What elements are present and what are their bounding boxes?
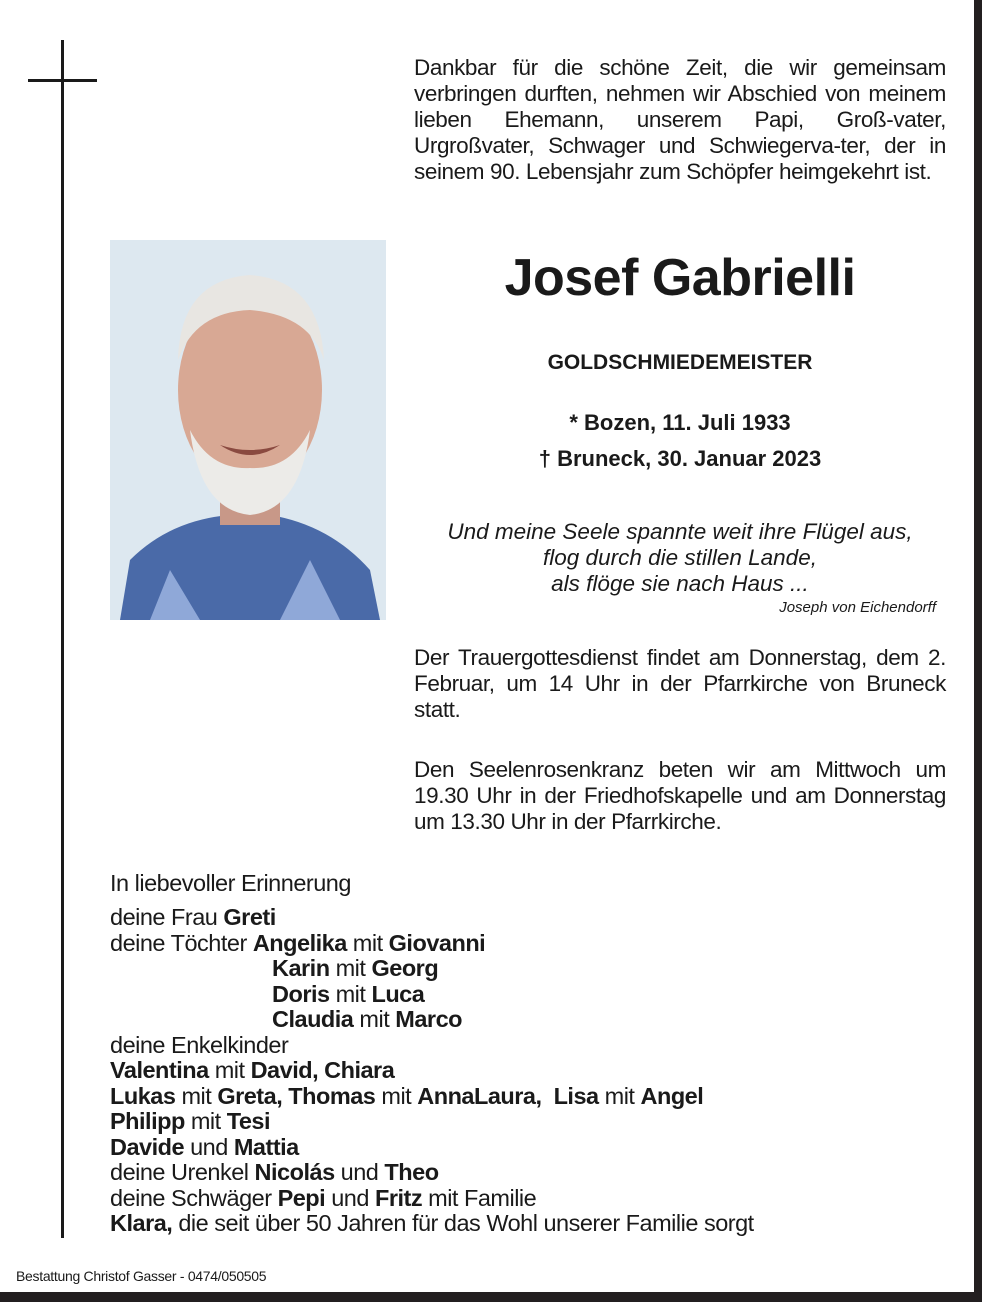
rosary-text: Den Seelenrosenkranz beten wir am Mittwoch um 19.30 Uhr in der Friedhofskapelle und am Donnerstag um 13.30 Uhr in der Pfarrkirche. bbox=[414, 757, 946, 834]
family-line bbox=[110, 930, 485, 957]
family-member-name: Theo bbox=[384, 1159, 439, 1185]
deceased-name: Josef Gabrielli bbox=[504, 249, 856, 307]
family-member-name: Klara, bbox=[110, 1210, 173, 1236]
family-member-name: Mattia bbox=[233, 1133, 299, 1160]
family-relation-text: mit bbox=[184, 1108, 227, 1134]
family-member-name: Angelika bbox=[252, 929, 347, 956]
family-relation-text: mit Familie bbox=[422, 1184, 537, 1211]
family-relation-text: mit bbox=[329, 955, 372, 981]
family-member-name: Doris bbox=[272, 980, 330, 1007]
family-relation-text: mit bbox=[353, 1006, 396, 1032]
family-member-name: Philipp bbox=[110, 1108, 185, 1134]
quote bbox=[414, 519, 946, 597]
death-info: † Bruneck, 30. Januar 2023 bbox=[538, 446, 822, 471]
intro-text: Dankbar für die schöne Zeit, die wir gemeinsam verbringen durften, nehmen wir Abschied von meinem lieben Ehemann, unserem Papi, Groß-vater, Urgroßvater, Schwager und Schwiegerva-ter, der in seinem 90. Lebensjahr zum Schöpfer heimgekehrt ist. bbox=[414, 55, 946, 184]
family-line bbox=[110, 1185, 536, 1212]
family-line bbox=[110, 1134, 299, 1161]
family-relation-text: deine Frau bbox=[110, 904, 224, 930]
family-member-name: Karin bbox=[272, 955, 330, 981]
family-relation-text: und bbox=[334, 1159, 385, 1185]
family-relation-text: mit bbox=[598, 1082, 641, 1109]
family-member-name: Tesi bbox=[226, 1108, 270, 1134]
funeral-home: Bestattung Christof Gasser - 0474/050505 bbox=[16, 1268, 267, 1284]
family-member-name: Giovanni bbox=[388, 929, 486, 956]
family-relation-text: mit bbox=[208, 1057, 251, 1083]
family-line bbox=[110, 1057, 394, 1084]
family-relation-text: deine Töchter bbox=[110, 929, 253, 956]
family-line bbox=[272, 955, 438, 982]
family-member-name: Nicolás bbox=[254, 1159, 335, 1185]
family-member-name: Claudia bbox=[272, 1006, 354, 1032]
family-line bbox=[272, 981, 424, 1008]
family-member-name: Valentina bbox=[110, 1057, 209, 1083]
profession: GOLDSCHMIEDEMEISTER bbox=[547, 351, 813, 374]
family-member-name: David, Chiara bbox=[250, 1057, 395, 1083]
family-line bbox=[110, 904, 276, 931]
family-member-name: Luca bbox=[371, 980, 425, 1007]
family-member-name: Greta, Thomas bbox=[217, 1082, 376, 1109]
family-line bbox=[110, 1159, 439, 1186]
family-relation-text: deine Urenkel bbox=[110, 1159, 255, 1185]
family-line bbox=[110, 1108, 270, 1135]
family-relation-text: mit bbox=[346, 929, 389, 956]
family-relation-text: deine Schwäger bbox=[110, 1184, 278, 1211]
family-member-name: Pepi bbox=[277, 1184, 326, 1211]
cross-icon-bar bbox=[28, 79, 97, 82]
family-member-name: Lukas bbox=[110, 1082, 176, 1109]
cross-icon bbox=[61, 40, 64, 1238]
family-relation-text: mit bbox=[175, 1082, 218, 1109]
family-member-name: Davide bbox=[110, 1133, 185, 1160]
family-heading: In liebevoller Erinnerung bbox=[110, 870, 351, 896]
family-member-name: Greti bbox=[223, 904, 276, 930]
family-relation-text: mit bbox=[329, 980, 372, 1007]
quote-line: Und meine Seele spannte weit ihre Flügel aus, bbox=[447, 519, 913, 544]
family-line bbox=[110, 1032, 288, 1059]
portrait-photo bbox=[110, 240, 386, 620]
family-member-name: Georg bbox=[371, 955, 439, 981]
quote-line: als flöge sie nach Haus ... bbox=[551, 571, 809, 596]
family-relation-text: deine Enkelkinder bbox=[110, 1031, 289, 1058]
family-member-name: AnnaLaura, Lisa bbox=[417, 1082, 599, 1109]
service-text: Der Trauergottesdienst findet am Donnerstag, dem 2. Februar, um 14 Uhr in der Pfarrkirche von Bruneck statt. bbox=[414, 645, 946, 722]
family-member-name: Marco bbox=[395, 1006, 462, 1032]
birth-info: * Bozen, 11. Juli 1933 bbox=[569, 410, 791, 435]
family-line bbox=[110, 1210, 754, 1237]
family-relation-text: und bbox=[184, 1133, 234, 1160]
family-relation-text: und bbox=[325, 1184, 375, 1211]
family-relation-text: mit bbox=[375, 1082, 418, 1109]
family-line bbox=[110, 1083, 703, 1110]
quote-line: flog durch die stillen Lande, bbox=[543, 545, 817, 570]
family-relation-text: die seit über 50 Jahren für das Wohl unserer Familie sorgt bbox=[172, 1210, 754, 1236]
family-member-name: Fritz bbox=[374, 1184, 423, 1211]
family-member-name: Angel bbox=[640, 1082, 704, 1109]
quote-author: Joseph von Eichendorff bbox=[779, 599, 936, 616]
family-line bbox=[272, 1006, 462, 1033]
